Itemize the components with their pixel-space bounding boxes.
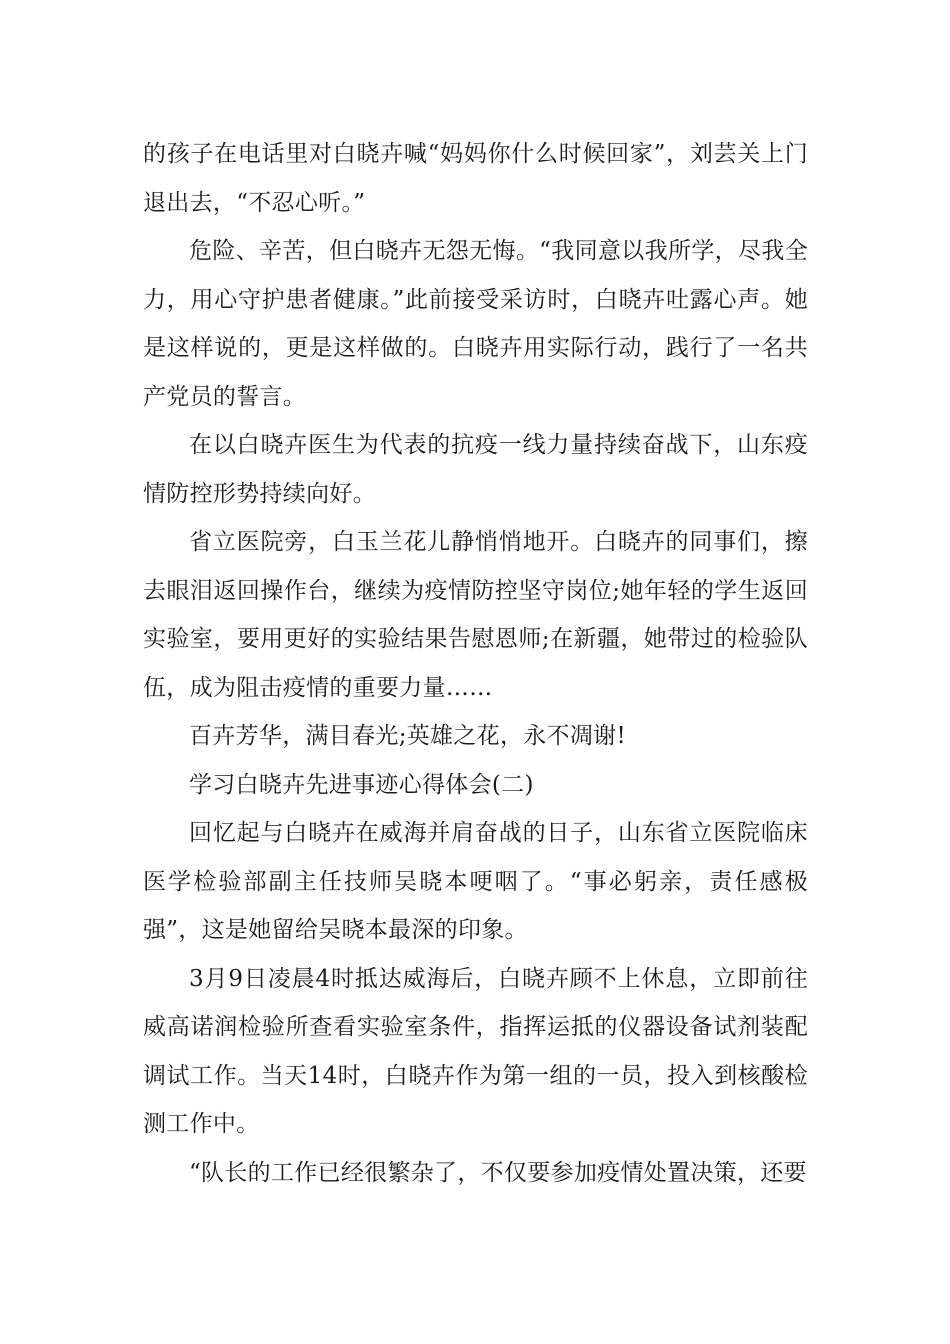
paragraph: 危险、辛苦，但白晓卉无怨无悔。“我同意以我所学，尽我全力，用心守护患者健康。”此前接受采访时，白晓卉吐露心声。她是这样说的，更是这样做的。白晓卉用实际行动，践行了一名共产党员的誓言。 bbox=[143, 238, 808, 410]
paragraph: 在以白晓卉医生为代表的抗疫一线力量持续奋战下，山东疫情防控形势持续向好。 bbox=[143, 432, 808, 507]
paragraph: “队长的工作已经很繁杂了，不仅要参加疫情处置决策，还要 bbox=[189, 1159, 807, 1186]
paragraph: 省立医院旁，白玉兰花儿静悄悄地开。白晓卉的同事们，擦去眼泪返回操作台，继续为疫情防控坚守岗位;她年轻的学生返回实验室，要用更好的实验结果告慰恩师;在新疆，她带过的检验队伍，成为阻击疫情的重要力量…… bbox=[143, 529, 808, 701]
paragraph-continuation: 的孩子在电话里对白晓卉喊“妈妈你什么时候回家”，刘芸关上门退出去，“不忍心听。” bbox=[143, 141, 808, 216]
paragraph: 3月9日凌晨4时抵达威海后，白晓卉顾不上休息，立即前往威高诺润检验所查看实验室条件，指挥运抵的仪器设备试剂装配调试工作。当天14时，白晓卉作为第一组的一员，投入到核酸检测工作中。 bbox=[143, 965, 808, 1137]
section-heading: 学习白晓卉先进事迹心得体会(二) bbox=[189, 771, 534, 798]
paragraph: 百卉芳华，满目春光;英雄之花，永不凋谢! bbox=[189, 723, 626, 749]
document-body bbox=[143, 130, 808, 1197]
paragraph: 回忆起与白晓卉在威海并肩奋战的日子，山东省立医院临床医学检验部副主任技师吴晓本哽咽了。“事必躬亲，责任感极强”，这是她留给吴晓本最深的印象。 bbox=[143, 820, 808, 943]
